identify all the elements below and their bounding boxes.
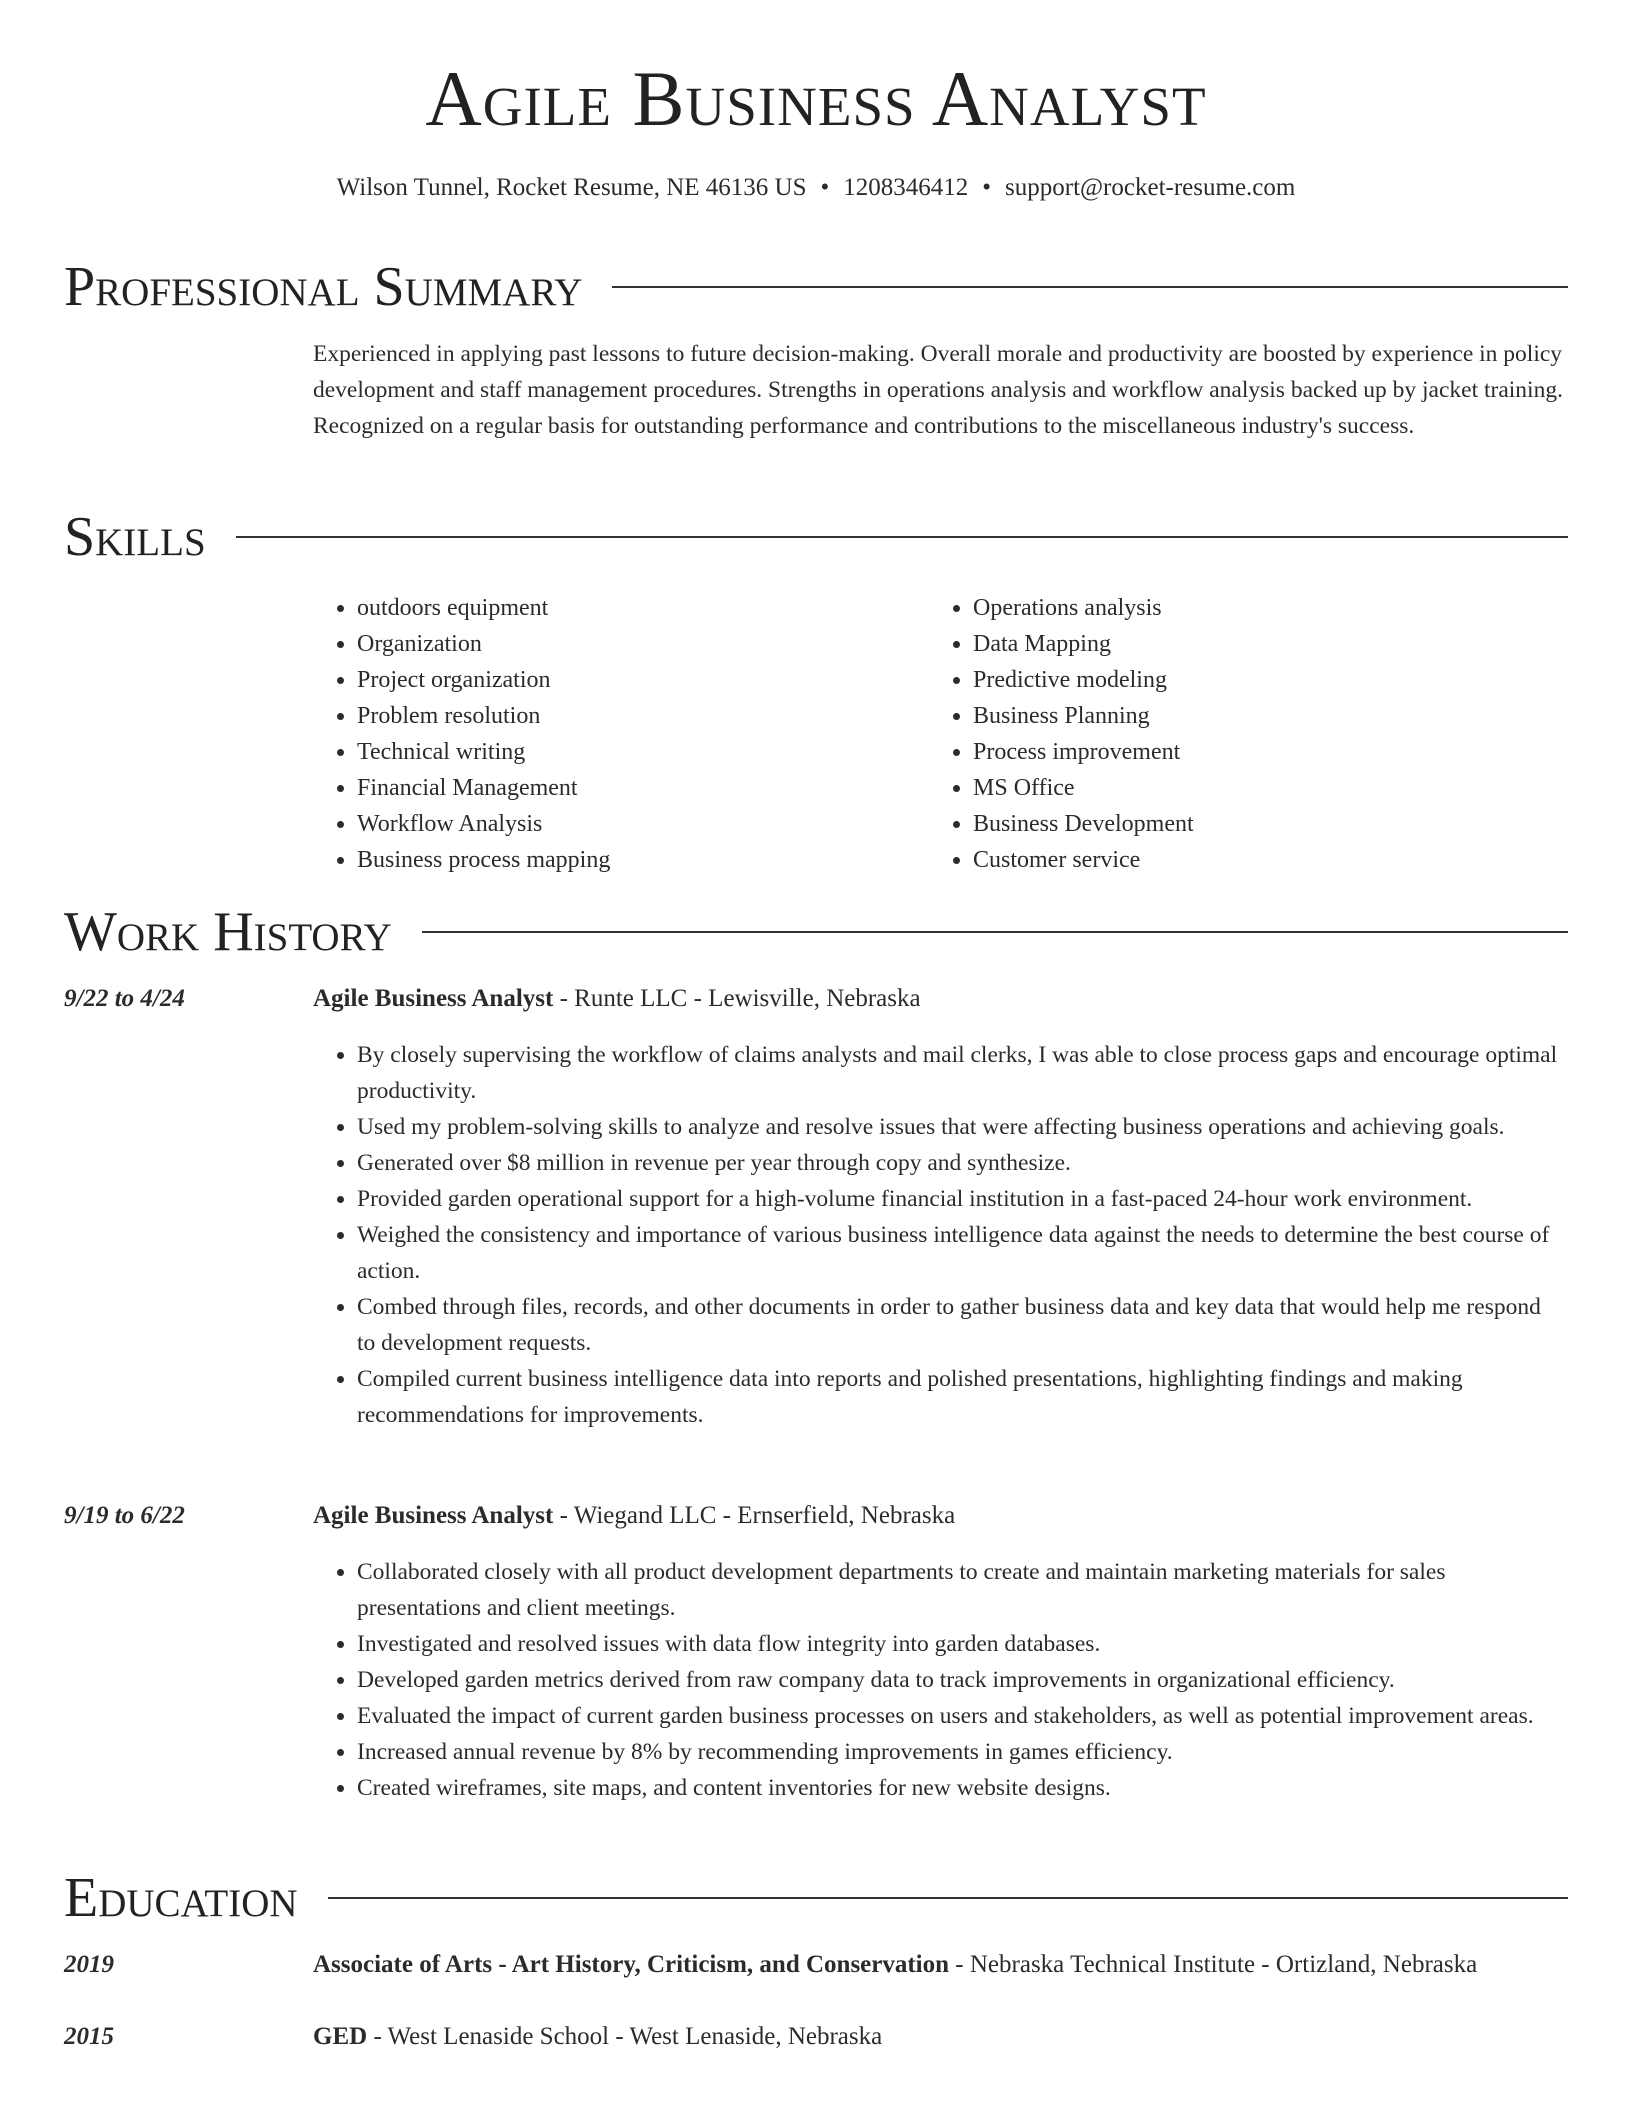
separator-bullet: • bbox=[820, 174, 830, 201]
degree: GED bbox=[313, 2023, 368, 2050]
work-bullet: • Weighed the consistency and importance of various business intelligence data against the needs to determine the best course of action. bbox=[357, 1217, 1564, 1289]
education-year: 2015 bbox=[64, 2023, 114, 2050]
education-role bbox=[313, 2023, 882, 2051]
skill-item: • outdoors equipment bbox=[357, 590, 929, 626]
skill-item: • Business process mapping bbox=[357, 842, 929, 878]
skill-item: • Organization bbox=[357, 626, 929, 662]
skill-item: • Operations analysis bbox=[973, 590, 1545, 626]
work-bullet: • Used my problem-solving skills to analyze and resolve issues that were affecting business operations and achieving goals. bbox=[357, 1109, 1564, 1145]
work-bullet: • Increased annual revenue by 8% by recommending improvements in games efficiency. bbox=[357, 1734, 1564, 1770]
education-year: 2019 bbox=[64, 1951, 114, 1978]
skills-column-right bbox=[929, 590, 1545, 878]
section-rule bbox=[328, 1897, 1568, 1899]
work-bullet: • Combed through files, records, and other documents in order to gather business data and key data that would help me respond to development requests. bbox=[357, 1289, 1564, 1361]
work-bullets bbox=[313, 1554, 1564, 1806]
section-education-header bbox=[64, 1863, 1568, 1933]
school-details: - Nebraska Technical Institute - Ortizland, Nebraska bbox=[949, 1951, 1478, 1978]
skill-item: • Technical writing bbox=[357, 734, 929, 770]
skills-column-left bbox=[313, 590, 929, 878]
skill-item: • Process improvement bbox=[973, 734, 1545, 770]
work-bullet: • Evaluated the impact of current garden business processes on users and stakeholders, as well as potential improvement areas. bbox=[357, 1698, 1564, 1734]
work-bullet: • Developed garden metrics derived from raw company data to track improvements in organizational efficiency. bbox=[357, 1662, 1564, 1698]
employer-details: - Wiegand LLC - Ernserfield, Nebraska bbox=[553, 1502, 956, 1529]
skill-item: • Data Mapping bbox=[973, 626, 1545, 662]
skill-item: • MS Office bbox=[973, 770, 1545, 806]
skill-item: • Project organization bbox=[357, 662, 929, 698]
work-bullet: • Collaborated closely with all product development departments to create and maintain marketing materials for sales presentations and client meetings. bbox=[357, 1554, 1564, 1626]
section-rule bbox=[236, 536, 1568, 538]
work-bullet: • Provided garden operational support for a high-volume financial institution in a fast-paced 24-hour work environment. bbox=[357, 1181, 1564, 1217]
section-summary-header bbox=[64, 252, 1568, 322]
contact-line bbox=[0, 174, 1632, 202]
work-role bbox=[313, 1502, 955, 1530]
work-dates: 9/22 to 4/24 bbox=[64, 985, 185, 1012]
resume-name: Agile Business Analyst bbox=[425, 55, 1207, 142]
education-role bbox=[313, 1951, 1477, 1979]
skills-list bbox=[313, 590, 1563, 878]
work-bullet: • Compiled current business intelligence data into reports and polished presentations, highlighting findings and making recommendations for improvements. bbox=[357, 1361, 1564, 1433]
skill-item: • Predictive modeling bbox=[973, 662, 1545, 698]
work-dates: 9/19 to 6/22 bbox=[64, 1502, 185, 1529]
section-skills-header bbox=[64, 502, 1568, 572]
work-role bbox=[313, 985, 921, 1013]
section-title-education: Education bbox=[64, 1867, 298, 1929]
summary-text: Experienced in applying past lessons to future decision-making. Overall morale and productivity are boosted by experience in policy development and staff management procedures. Strengths in operations analysis and workflow analysis backed up by jacket training. Recognized on a regular basis for outstanding performance and contributions to the miscellaneous industry's success. bbox=[313, 341, 1563, 439]
work-bullet: • By closely supervising the workflow of claims analysts and mail clerks, I was able to close process gaps and encourage optimal productivity. bbox=[357, 1037, 1564, 1109]
section-rule bbox=[612, 286, 1568, 288]
skill-item: • Workflow Analysis bbox=[357, 806, 929, 842]
employer-details: - Runte LLC - Lewisville, Nebraska bbox=[553, 985, 921, 1012]
skill-item: • Financial Management bbox=[357, 770, 929, 806]
skill-item: • Customer service bbox=[973, 842, 1545, 878]
section-work-header bbox=[64, 897, 1568, 967]
section-title-work: Work History bbox=[64, 901, 392, 963]
work-bullet: • Created wireframes, site maps, and content inventories for new website designs. bbox=[357, 1770, 1564, 1806]
section-title-skills: Skills bbox=[64, 506, 206, 568]
separator-bullet: • bbox=[982, 174, 992, 201]
work-bullet: • Generated over $8 million in revenue per year through copy and synthesize. bbox=[357, 1145, 1564, 1181]
address: Wilson Tunnel, Rocket Resume, NE 46136 US bbox=[336, 174, 807, 201]
email: support@rocket-resume.com bbox=[1005, 174, 1296, 201]
section-title-summary: Professional Summary bbox=[64, 256, 583, 318]
work-bullets bbox=[313, 1037, 1564, 1433]
section-rule bbox=[422, 931, 1568, 933]
school-details: - West Lenaside School - West Lenaside, Nebraska bbox=[367, 2023, 883, 2050]
degree: Associate of Arts - Art History, Criticism, and Conservation bbox=[313, 1951, 950, 1978]
skill-item: • Business Development bbox=[973, 806, 1545, 842]
phone: 1208346412 bbox=[843, 174, 969, 201]
job-title: Agile Business Analyst bbox=[313, 985, 554, 1012]
work-bullet: • Investigated and resolved issues with data flow integrity into garden databases. bbox=[357, 1626, 1564, 1662]
job-title: Agile Business Analyst bbox=[313, 1502, 554, 1529]
skill-item: • Business Planning bbox=[973, 698, 1545, 734]
skill-item: • Problem resolution bbox=[357, 698, 929, 734]
